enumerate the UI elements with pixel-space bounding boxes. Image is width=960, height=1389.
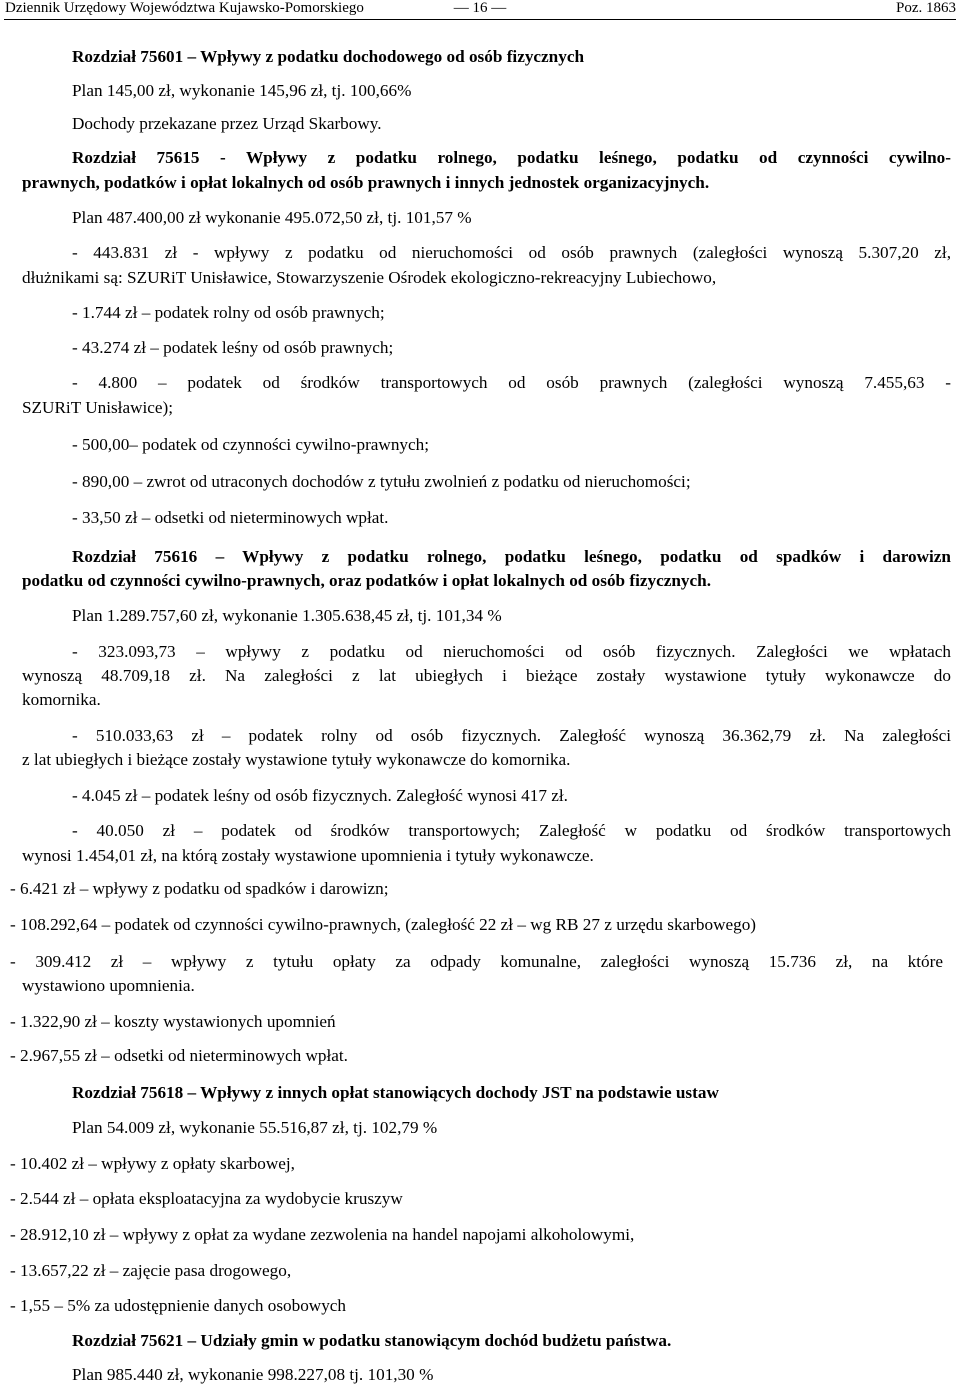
list-item-cont: komornika. (22, 690, 101, 709)
note-75601: Dochody przekazane przez Urząd Skarbowy. (72, 114, 382, 133)
list-item-cont: SZURiT Unisławice); (22, 398, 174, 417)
list-item: - 10.402 zł – wpływy z opłaty skarbowej, (10, 1154, 295, 1173)
page-number: — 16 — (453, 0, 507, 16)
list-item-cont: dłużnikami są: SZURiT Unisławice, Stowarzyszenie Ośrodek ekologiczno-rekreacyjny Lubiechowo, (22, 268, 717, 287)
list-item: - 6.421 zł – wpływy z podatku od spadków i darowizn; (10, 879, 389, 898)
list-item: - 1,55 – 5% za udostępnienie danych osobowych (10, 1296, 347, 1315)
section-heading-75601: Rozdział 75601 – Wpływy z podatku dochodowego od osób fizycznych (72, 47, 585, 66)
section-heading-75618: Rozdział 75618 – Wpływy z innych opłat stanowiących dochody JST na podstawie ustaw (72, 1083, 719, 1102)
list-item: - 1.744 zł – podatek rolny od osób prawnych; (72, 303, 385, 322)
plan-75616: Plan 1.289.757,60 zł, wykonanie 1.305.638,45 zł, tj. 101,34 % (72, 606, 502, 625)
plan-75618: Plan 54.009 zł, wykonanie 55.516,87 zł, tj. 102,79 % (72, 1118, 438, 1137)
list-item: - 1.322,90 zł – koszty wystawionych upomnień (10, 1012, 336, 1031)
list-item-cont: z lat ubiegłych i bieżące zostały wystawione tytuły wykonawcze do komornika. (22, 750, 571, 769)
journal-title: Dziennik Urzędowy Województwa Kujawsko-Pomorskiego (5, 0, 364, 16)
list-item: - 108.292,64 – podatek od czynności cywilno-prawnych, (zaległość 22 zł – wg RB 27 z urzędu skarbowego) (10, 915, 757, 934)
list-item: - 2.967,55 zł – odsetki od nieterminowych wpłat. (10, 1046, 348, 1065)
list-item: - 309.412 zł – wpływy z tytułu opłaty za odpady komunalne, zaległości wynoszą 15.736 zł, na które (10, 952, 943, 971)
list-item: - 40.050 zł – podatek od środków transportowych; Zaległość w podatku od środków transportowych (72, 821, 951, 840)
list-item: - 13.657,22 zł – zajęcie pasa drogowego, (10, 1261, 292, 1280)
position-number: Poz. 1863 (896, 0, 956, 16)
plan-75601: Plan 145,00 zł, wykonanie 145,96 zł, tj. 100,66% (72, 81, 412, 100)
list-item: - 323.093,73 – wpływy z podatku od nieruchomości od osób fizycznych. Zaległości we wpłatach (72, 642, 951, 661)
header-rule (4, 19, 956, 20)
list-item: - 28.912,10 zł – wpływy z opłat za wydane zezwolenia na handel napojami alkoholowymi, (10, 1225, 635, 1244)
section-heading-75616-cont: podatku od czynności cywilno-prawnych, oraz podatków i opłat lokalnych od osób fizycznych. (22, 571, 712, 590)
list-item: - 33,50 zł – odsetki od nieterminowych wpłat. (72, 508, 389, 527)
plan-75621: Plan 985.440 zł, wykonanie 998.227,08 tj. 101,30 % (72, 1365, 434, 1384)
list-item-cont: wynoszą 48.709,18 zł. Na zaległości z lat ubiegłych i bieżące zostały wystawione tytuły wykonawcze do (22, 666, 951, 685)
list-item: - 43.274 zł – podatek leśny od osób prawnych; (72, 338, 394, 357)
list-item: - 4.045 zł – podatek leśny od osób fizycznych. Zaległość wynosi 417 zł. (72, 786, 568, 805)
list-item: - 443.831 zł - wpływy z podatku od nieruchomości od osób prawnych (zaległości wynoszą 5.307,20 zł, (72, 243, 951, 262)
list-item-cont: wynosi 1.454,01 zł, na którą zostały wystawione upomnienia i tytuły wykonawcze. (22, 846, 594, 865)
list-item: - 4.800 – podatek od środków transportowych od osób prawnych (zaległości wynoszą 7.455,63 - (72, 373, 951, 392)
list-item: - 890,00 – zwrot od utraconych dochodów z tytułu zwolnień z podatku od nieruchomości; (72, 472, 691, 491)
list-item: - 2.544 zł – opłata eksploatacyjna za wydobycie kruszyw (10, 1189, 403, 1208)
section-heading-75615: Rozdział 75615 - Wpływy z podatku rolnego, podatku leśnego, podatku od czynności cywilno- (72, 148, 951, 167)
list-item: - 500,00– podatek od czynności cywilno-prawnych; (72, 435, 430, 454)
section-heading-75621: Rozdział 75621 – Udziały gmin w podatku stanowiącym dochód budżetu państwa. (72, 1331, 672, 1350)
plan-75615: Plan 487.400,00 zł wykonanie 495.072,50 zł, tj. 101,57 % (72, 208, 472, 227)
section-heading-75615-cont: prawnych, podatków i opłat lokalnych od osób prawnych i innych jednostek organizacyjnych. (22, 173, 710, 192)
section-heading-75616: Rozdział 75616 – Wpływy z podatku rolnego, podatku leśnego, podatku od spadków i darowizn (72, 547, 951, 566)
page-header (0, 0, 960, 20)
list-item-cont: wystawiono upomnienia. (22, 976, 195, 995)
list-item: - 510.033,63 zł – podatek rolny od osób fizycznych. Zaległość wynoszą 36.362,79 zł. Na zaległości (72, 726, 951, 745)
